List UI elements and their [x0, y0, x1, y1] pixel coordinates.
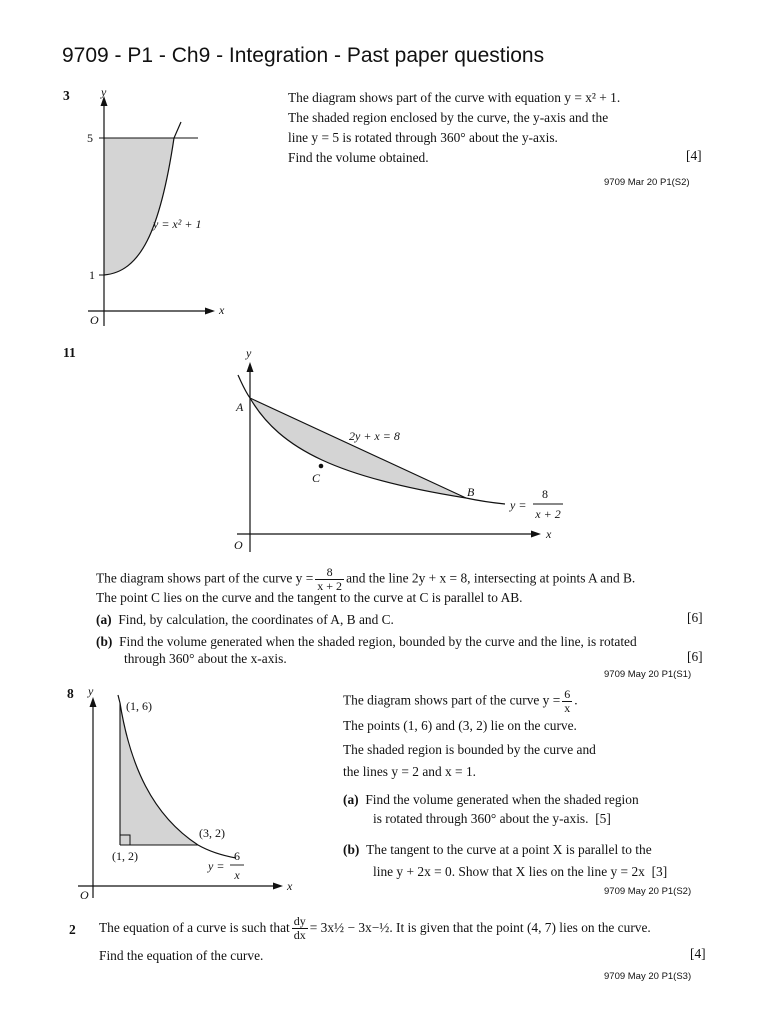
- q3-reference: 9709 Mar 20 P1(S2): [604, 177, 690, 188]
- q11-label-b: B: [467, 485, 475, 499]
- q11-label-x: x: [546, 527, 552, 541]
- q11-curve-label-den: x + 2: [535, 507, 561, 521]
- q2-reference: 9709 May 20 P1(S3): [604, 971, 692, 982]
- q8-line4: the lines y = 2 and x = 1.: [343, 764, 476, 779]
- q11-label-a: A: [236, 400, 244, 414]
- q8-curve-den: x: [234, 868, 240, 882]
- q8-part-b-text-2: line y + 2x = 0. Show that X lies on the line y = 2x: [373, 864, 645, 879]
- q8-label-origin: O: [80, 888, 89, 902]
- q8-part-b-label: (b): [343, 842, 360, 857]
- q3-diagram: [75, 80, 235, 330]
- q3-text: [288, 88, 620, 168]
- q8-curve-lhs: y =: [208, 859, 225, 873]
- q8-label-y: y: [88, 684, 94, 698]
- q2-line1: [99, 914, 651, 942]
- q8-label-x: x: [287, 879, 293, 893]
- q8-part-a-line2: [373, 809, 611, 829]
- q11-part-a-marks: [6]: [687, 610, 703, 625]
- q8-part-b-line2: [373, 862, 667, 882]
- q11-part-b-marks: [6]: [687, 649, 703, 664]
- q3-line: line y = 5 is rotated through 360° about the y-axis.: [288, 130, 558, 145]
- q3-label-y: y: [101, 85, 107, 99]
- q3-marks: [4]: [686, 148, 702, 163]
- q8-reference: 9709 May 20 P1(S2): [604, 886, 692, 897]
- q8-line2: The points (1, 6) and (3, 2) lie on the curve.: [343, 718, 577, 733]
- q11-label-y: y: [246, 346, 252, 360]
- fraction-denominator: dx: [293, 928, 306, 943]
- q11-curve-label-num: 8: [542, 487, 548, 501]
- q8-diagram: [75, 682, 305, 902]
- q11-line-ab: [250, 398, 466, 498]
- q11-y-arrow: [247, 362, 254, 372]
- q8-line1-fraction: [562, 688, 572, 715]
- q11-line1-a: The diagram shows part of the curve y =: [96, 570, 314, 586]
- question-number: 3: [63, 88, 70, 103]
- q11-line2: The point C lies on the curve and the tangent to the curve at C is parallel to AB.: [96, 590, 523, 605]
- q8-x-arrow: [273, 883, 283, 890]
- q3-x-arrow: [205, 308, 215, 315]
- fraction-denominator: x: [564, 701, 571, 715]
- q2-derivative: [292, 915, 308, 942]
- q11-part-b-text: Find the volume generated when the shaded region, bounded by the curve and the line, is rotated: [119, 634, 637, 649]
- q8-shaded-region: [120, 703, 198, 845]
- q8-line1: The diagram shows part of the curve y = $\frac{6}{x}$ .: [343, 687, 578, 715]
- question-number: 11: [63, 345, 76, 360]
- q8-curve-num: 6: [234, 849, 240, 863]
- q11-line1-b: and the line 2y + x = 8, intersecting at points A and B.: [346, 570, 636, 586]
- q8-part-b-text: The tangent to the curve at a point X is parallel to the: [366, 842, 652, 857]
- q3-tick-5: 5: [87, 131, 93, 145]
- q11-x-arrow: [531, 531, 541, 538]
- question-number: 8: [67, 686, 74, 701]
- q8-part-a-text: Find the volume generated when the shaded region: [365, 792, 639, 807]
- q2-line2: Find the equation of the curve.: [99, 948, 264, 963]
- fraction-denominator: x + 2: [317, 579, 343, 593]
- q8-label-1-6: (1, 6): [126, 699, 152, 713]
- q11-part-b-label: (b): [96, 634, 113, 649]
- q8-part-b-marks: [3]: [651, 864, 668, 879]
- q11-line-label: 2y + x = 8: [349, 429, 400, 443]
- q11-curve-label-lhs: y =: [510, 498, 527, 512]
- q11-label-c: C: [312, 471, 321, 485]
- q8-part-a-label: (a): [343, 792, 359, 807]
- q3-tick-1: 1: [89, 268, 95, 282]
- q8-line3: The shaded region is bounded by the curve and: [343, 742, 596, 757]
- q8-line1-a: The diagram shows part of the curve y =: [343, 692, 561, 708]
- q8-part-a-marks: [5]: [595, 811, 611, 826]
- q11-reference: 9709 May 20 P1(S1): [604, 669, 692, 680]
- q3-label-origin: O: [90, 313, 99, 327]
- q8-part-a: [343, 790, 639, 810]
- q11-part-b-line2: through 360° about the x-axis.: [124, 651, 287, 666]
- q8-label-3-2: (3, 2): [199, 826, 225, 840]
- q2-line1-a: The equation of a curve is such that: [99, 920, 290, 935]
- page-title: 9709 - P1 - Ch9 - Integration - Past paper questions: [62, 44, 545, 67]
- q11-part-a-label: (a): [96, 612, 112, 627]
- q11-diagram: [225, 340, 595, 555]
- q2-marks: [4]: [690, 946, 706, 961]
- q11-label-origin: O: [234, 538, 243, 552]
- fraction-numerator: dy: [293, 914, 306, 929]
- q8-part-b: [343, 840, 652, 860]
- q3-label-x: x: [219, 303, 225, 317]
- q2-line1-b: = 3x½ − 3x−½. It is given that the point (4, 7) lies on the curve.: [309, 920, 651, 935]
- q8-label-1-2: (1, 2): [112, 849, 138, 863]
- fraction-numerator: 6: [564, 687, 571, 701]
- q3-line: The shaded region enclosed by the curve, the y-axis and the: [288, 110, 609, 125]
- q8-y-arrow: [90, 697, 97, 707]
- q11-part-a-text: Find, by calculation, the coordinates of A, B and C.: [118, 612, 394, 627]
- q3-line: The diagram shows part of the curve with equation y = x² + 1.: [288, 90, 621, 105]
- q11-point-c-dot: [319, 464, 324, 469]
- q11-part-a: [96, 610, 394, 630]
- q3-curve-label: y = x² + 1: [153, 217, 202, 231]
- fraction-numerator: 8: [315, 566, 344, 580]
- q8-part-a-text-2: is rotated through 360° about the y-axis.: [373, 811, 589, 826]
- question-number: 2: [69, 922, 76, 937]
- q3-line: Find the volume obtained.: [288, 150, 429, 165]
